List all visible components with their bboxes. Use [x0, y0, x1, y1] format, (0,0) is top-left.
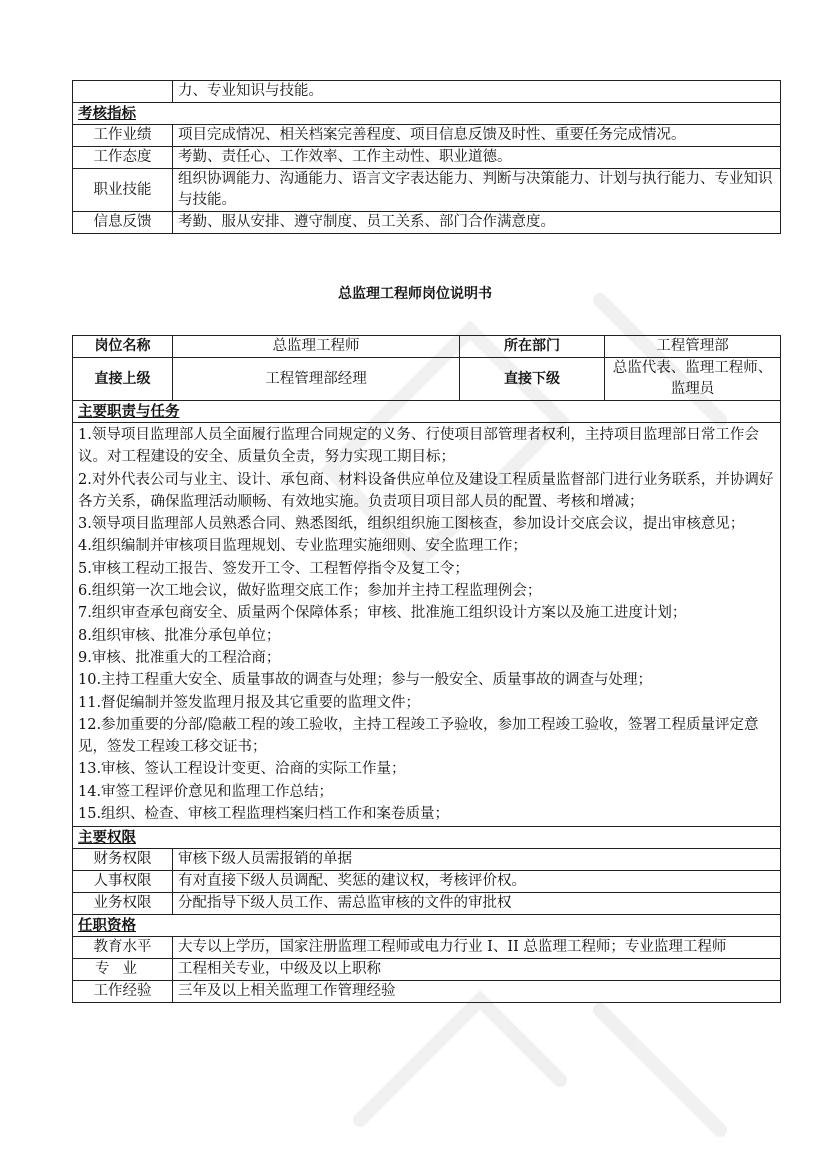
authority-label: 财务权限: [73, 849, 173, 871]
header-row-reporting: [73, 358, 781, 401]
duty-item: 1.领导项目监理部人员全面履行监理合同规定的义务、行使项目部管理者权利，主持项目监理部日常工作会议。对工程建设的安全、质量负全责，努力实现工期目标；: [78, 427, 759, 466]
duty-item: 7.组织审查承包商安全、质量两个保障体系；审核、批准施工组织设计方案以及施工进度计划；: [78, 605, 687, 622]
qualification-value: 三年及以上相关监理工作管理经验: [173, 981, 781, 1003]
authority-row: [73, 893, 781, 915]
assessment-label: 职业技能: [73, 169, 173, 212]
assessment-value: 考勤、服从安排、遵守制度、员工关系、部门合作满意度。: [173, 212, 781, 234]
qualification-section-title: 任职资格: [73, 915, 781, 937]
authority-row: [73, 849, 781, 871]
assessment-label: 工作态度: [73, 147, 173, 169]
duty-item: 4.组织编制并审核项目监理规划、专业监理实施细则、安全监理工作；: [78, 538, 527, 555]
duties-section-title: 主要职责与任务: [73, 401, 781, 423]
authority-label: 业务权限: [73, 893, 173, 915]
assessment-table: [72, 80, 781, 234]
qualification-value: 大专以上学历，国家注册监理工程师或电力行业 I、II 总监理工程师；专业监理工程师: [173, 937, 781, 959]
assessment-row: [73, 147, 781, 169]
header-row-position: [73, 336, 781, 358]
authority-label: 人事权限: [73, 871, 173, 893]
continuation-row: [73, 81, 781, 103]
continuation-empty-cell: [73, 81, 173, 103]
duty-item: 15.组织、检查、审核工程监理档案归档工作和案卷质量；: [78, 806, 450, 823]
job-description-table: [72, 335, 781, 1003]
assessment-label: 工作业绩: [73, 125, 173, 147]
authority-section-title: 主要权限: [73, 827, 781, 849]
subordinate-label: 直接下级: [460, 358, 605, 401]
qualification-value: 工程相关专业，中级及以上职称: [173, 959, 781, 981]
duty-item: 9.审核、批准重大的工程洽商；: [78, 649, 281, 666]
subordinate-value: 总监代表、监理工程师、监理员: [605, 358, 781, 401]
duties-row: [73, 423, 781, 827]
assessment-value: 项目完成情况、相关档案完善程度、项目信息反馈及时性、重要任务完成情况。: [173, 125, 781, 147]
qualification-section-row: [73, 915, 781, 937]
position-label: 岗位名称: [73, 336, 173, 358]
authority-value: 有对直接下级人员调配、奖惩的建议权，考核评价权。: [173, 871, 781, 893]
duty-item: 12.参加重要的分部/隐蔽工程的竣工验收，主持工程竣工予验收，参加工程竣工验收，签署工程质量评定意见，签发工程竣工移交证书；: [78, 716, 759, 756]
duty-item: 5.审核工程动工报告、签发开工令、工程暂停指令及复工令；: [78, 560, 469, 577]
duty-item: 2.对外代表公司与业主、设计、承包商、材料设备供应单位及建设工程质量监督部门进行业务联系，并协调好各方关系，确保监理活动顺畅、有效地实施。负责项目项目部人员的配置、考核和增减；: [78, 471, 774, 510]
authority-section-row: [73, 827, 781, 849]
duty-item: 6.组织第一次工地会议，做好监理交底工作；参加并主持工程监理例会；: [78, 583, 542, 600]
authority-value: 审核下级人员需报销的单据: [173, 849, 781, 871]
qualification-row: [73, 937, 781, 959]
duty-item: 10.主持工程重大安全、质量事故的调查与处理；参与一般安全、质量事故的调查与处理；: [78, 672, 653, 689]
duty-item: 14.审签工程评价意见和监理工作总结；: [78, 783, 334, 800]
position-value: 总监理工程师: [173, 336, 460, 358]
department-value: 工程管理部: [605, 336, 781, 358]
department-label: 所在部门: [460, 336, 605, 358]
qualification-row: [73, 981, 781, 1003]
duty-item: 11.督促编制并签发监理月报及其它重要的监理文件；: [78, 694, 421, 711]
duty-item: 13.审核、签认工程设计变更、洽商的实际工作量；: [78, 761, 406, 778]
assessment-row: [73, 169, 781, 212]
assessment-label: 信息反馈: [73, 212, 173, 234]
qualification-label: 工作经验: [73, 981, 173, 1003]
assessment-section-row: [73, 103, 781, 125]
document-title: 总监理工程师岗位说明书: [338, 286, 492, 302]
superior-label: 直接上级: [73, 358, 173, 401]
duties-list: [73, 423, 781, 827]
duty-item: 3.领导项目监理部人员熟悉合同、熟悉图纸，组织组织施工图核查，参加设计交底会议，提出审核意见；: [78, 516, 745, 533]
qualification-label: 教育水平: [73, 937, 173, 959]
assessment-row: [73, 212, 781, 234]
qualification-row: [73, 959, 781, 981]
assessment-row: [73, 125, 781, 147]
continuation-text: 力、专业知识与技能。: [173, 81, 781, 103]
authority-value: 分配指导下级人员工作、需总监审核的文件的审批权: [173, 893, 781, 915]
assessment-value: 考勤、责任心、工作效率、工作主动性、职业道德。: [173, 147, 781, 169]
authority-row: [73, 871, 781, 893]
assessment-section-title: 考核指标: [73, 103, 781, 125]
duty-item: 8.组织审核、批准分承包单位；: [78, 627, 281, 644]
assessment-value: 组织协调能力、沟通能力、语言文字表达能力、判断与决策能力、计划与执行能力、专业知识与技能。: [173, 169, 781, 212]
superior-value: 工程管理部经理: [173, 358, 460, 401]
duties-section-row: [73, 401, 781, 423]
qualification-label: 专业: [73, 959, 173, 981]
